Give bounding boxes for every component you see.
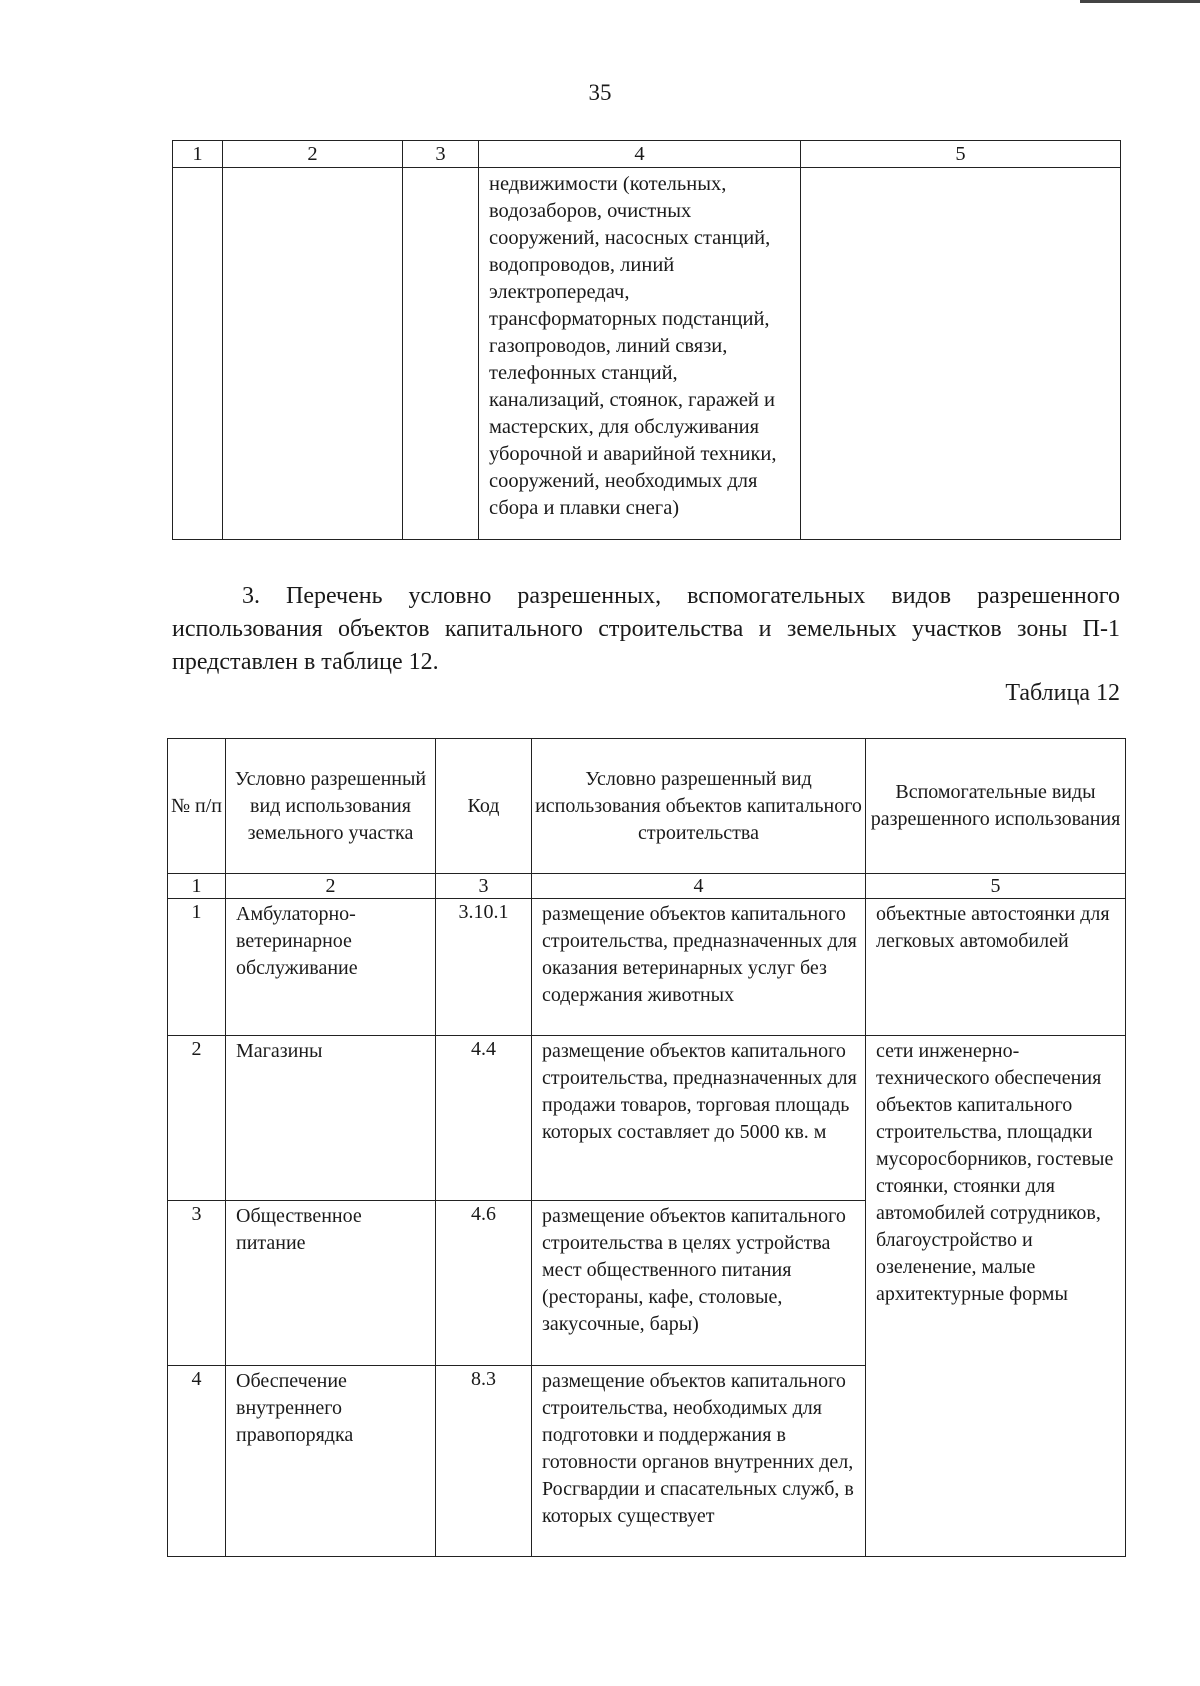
row-land-use: Обеспечение внутреннего правопорядка <box>226 1366 436 1557</box>
cell-empty <box>223 168 403 540</box>
col-number-3: 3 <box>403 141 479 168</box>
table-12-column-numbers <box>168 874 1126 899</box>
page-number: 35 <box>588 80 612 105</box>
row-code: 4.6 <box>436 1201 532 1366</box>
row-building-use: размещение объектов капитального строительства, предназначенных для продажи товаров, торговая площадь которых составляет до 5000 кв. м <box>532 1036 866 1201</box>
continuation-header-row <box>173 141 1121 168</box>
cell-empty <box>403 168 479 540</box>
row-num: 2 <box>168 1036 226 1201</box>
row-num: 4 <box>168 1366 226 1557</box>
col-number-4: 4 <box>532 874 866 899</box>
header-code: Код <box>436 739 532 874</box>
row-code: 4.4 <box>436 1036 532 1201</box>
row-building-use: размещение объектов капитального строительства в целях устройства мест общественного питания (рестораны, кафе, столовые, закусочные, бары) <box>532 1201 866 1366</box>
header-num: № п/п <box>168 739 226 874</box>
scan-edge-mark <box>1080 0 1200 3</box>
row-aux-use: объектные автостоянки для легковых автомобилей <box>866 899 1126 1036</box>
row-code: 8.3 <box>436 1366 532 1557</box>
table-caption: Таблица 12 <box>1005 680 1120 706</box>
row-building-use: размещение объектов капитального строительства, предназначенных для оказания ветеринарных услуг без содержания животных <box>532 899 866 1036</box>
table-12-header-row <box>168 739 1126 874</box>
cell-empty <box>173 168 223 540</box>
col-number-2: 2 <box>223 141 403 168</box>
col-number-1: 1 <box>173 141 223 168</box>
table-row <box>168 899 1126 1036</box>
col-number-2: 2 <box>226 874 436 899</box>
intro-text: 3. Перечень условно разрешенных, вспомогательных видов разрешенного использования объектов капитального строительства и земельных участков зоны П-1 представлен в таблице 12. <box>172 583 1120 675</box>
col-number-1: 1 <box>168 874 226 899</box>
intro-paragraph <box>172 580 1120 679</box>
row-land-use: Общественное питание <box>226 1201 436 1366</box>
table-12 <box>167 738 1126 1557</box>
row-num: 1 <box>168 899 226 1036</box>
col-number-4: 4 <box>479 141 801 168</box>
header-aux-use: Вспомогательные виды разрешенного использования <box>866 739 1126 874</box>
continuation-body-row <box>173 168 1121 540</box>
row-num: 3 <box>168 1201 226 1366</box>
continuation-table <box>172 140 1121 540</box>
table-row <box>168 1036 1126 1201</box>
row-land-use: Магазины <box>226 1036 436 1201</box>
col-number-3: 3 <box>436 874 532 899</box>
row-land-use: Амбулаторно-ветеринарное обслуживание <box>226 899 436 1036</box>
row-code: 3.10.1 <box>436 899 532 1036</box>
header-land-use: Условно разрешенный вид использования земельного участка <box>226 739 436 874</box>
cell-empty <box>801 168 1121 540</box>
row-building-use: размещение объектов капитального строительства, необходимых для подготовки и поддержания в готовности органов внутренних дел, Росгвардии и спасательных служб, в которых существует <box>532 1366 866 1557</box>
header-building-use: Условно разрешенный вид использования объектов капитального строительства <box>532 739 866 874</box>
col-number-5: 5 <box>866 874 1126 899</box>
cell-continuation-text: недвижимости (котельных, водозаборов, очистных сооружений, насосных станций, водопроводов, линий электропередач, трансформаторных подстанций, газопроводов, линий связи, телефонных станций, канализаций, стоянок, гаражей и мастерских, для обслуживания уборочной и аварийной техники, сооружений, необходимых для сбора и плавки снега) <box>479 168 801 540</box>
col-number-5: 5 <box>801 141 1121 168</box>
row-aux-use-shared: сети инженерно-технического обеспечения объектов капитального строительства, площадки мусоросборников, гостевые стоянки, стоянки для автомобилей сотрудников, благоустройство и озеленение, малые архитектурные формы <box>866 1036 1126 1557</box>
